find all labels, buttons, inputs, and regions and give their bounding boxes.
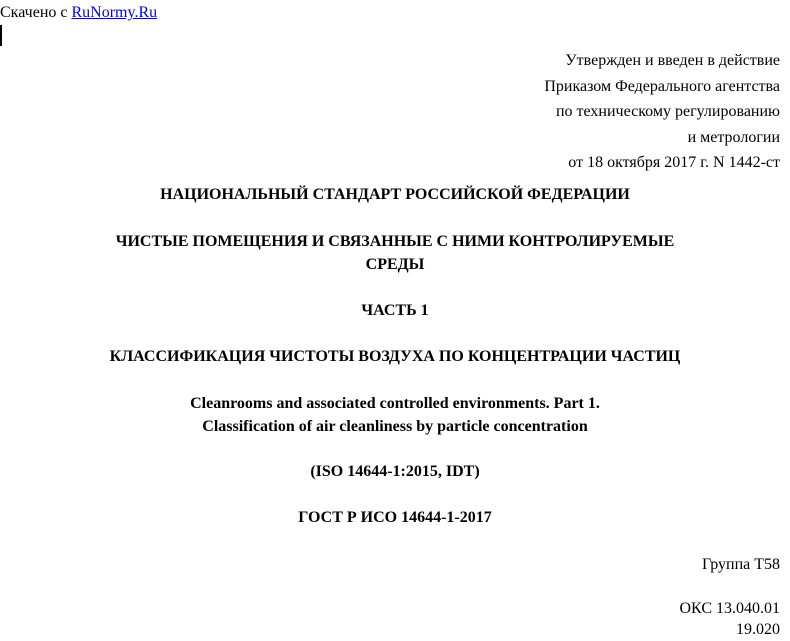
gost-code: ГОСТ Р ИСО 14644-1-2017 xyxy=(298,509,492,526)
english-title-line: Classification of air cleanliness by particle concentration xyxy=(202,418,588,435)
source-prefix: Скачено с xyxy=(0,4,72,21)
subject-title-line: СРЕДЫ xyxy=(365,256,425,273)
approval-line: Приказом Федерального агентства xyxy=(544,77,780,95)
approval-line: от 18 октября 2017 г. N 1442-ст xyxy=(568,154,780,171)
subject-title xyxy=(0,230,790,276)
oks-code-line: 19.020 xyxy=(736,621,780,638)
english-title xyxy=(0,392,790,438)
classification-title: КЛАССИФИКАЦИЯ ЧИСТОТЫ ВОЗДУХА ПО КОНЦЕНТРАЦИИ ЧАСТИЦ xyxy=(109,348,681,365)
part-title: ЧАСТЬ 1 xyxy=(361,302,429,319)
approval-block xyxy=(544,48,780,176)
approval-line: Утвержден и введен в действие xyxy=(565,52,780,69)
text-cursor xyxy=(0,25,2,46)
source-line xyxy=(0,3,157,23)
iso-reference: (ISO 14644-1:2015, IDT) xyxy=(310,463,480,480)
source-link[interactable]: RuNormy.Ru xyxy=(71,4,158,21)
group-code: Группа Т58 xyxy=(701,556,780,573)
subject-title-line: ЧИСТЫЕ ПОМЕЩЕНИЯ И СВЯЗАННЫЕ С НИМИ КОНТРОЛИРУЕМЫЕ xyxy=(115,233,675,250)
oks-codes xyxy=(680,598,781,640)
oks-code-line: ОКС 13.040.01 xyxy=(679,600,780,617)
approval-line: по техническому регулированию xyxy=(555,103,780,120)
english-title-line: Cleanrooms and associated controlled environments. Part 1. xyxy=(190,395,600,412)
approval-line: и метрологии xyxy=(687,128,780,146)
national-standard-title: НАЦИОНАЛЬНЫЙ СТАНДАРТ РОССИЙСКОЙ ФЕДЕРАЦИИ xyxy=(160,186,630,203)
